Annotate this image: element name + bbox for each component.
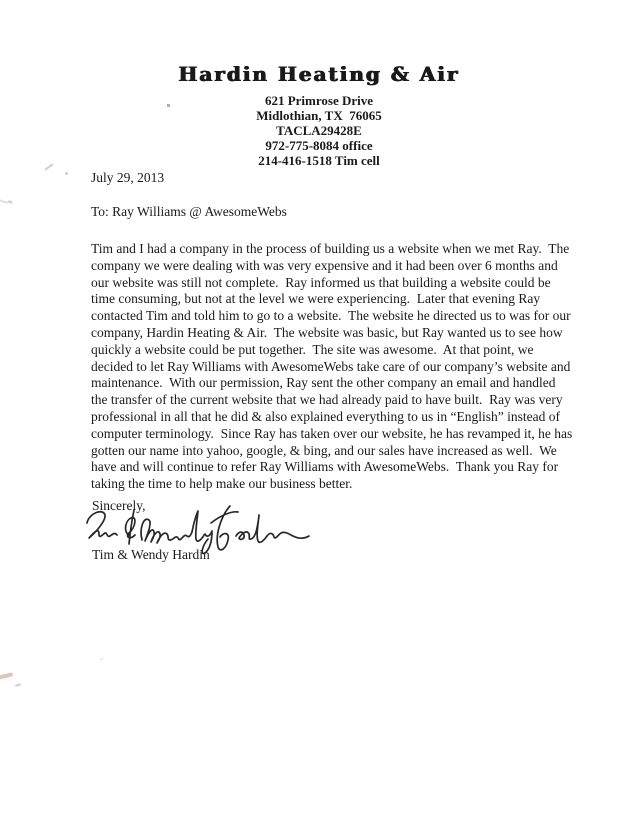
body-line: company, Hardin Heating & Air. The website was basic, but Ray wanted us to see how bbox=[91, 324, 563, 340]
letterhead-address-line: 621 Primrose Drive bbox=[264, 93, 374, 108]
signature-stroke-wendy bbox=[141, 519, 192, 543]
body-line: computer terminology. Since Ray has taken over our website, he has revamped it, he has bbox=[91, 425, 573, 441]
body-line: contacted Tim and told him to go to a website. The website he directed us to was for our bbox=[91, 308, 571, 324]
body-line: Tim and I had a company in the process of building us a website when we met Ray. The bbox=[91, 241, 570, 256]
letterhead-address-line: TACLA29428E bbox=[276, 123, 362, 138]
body-line: taking the time to help make our business better. bbox=[91, 476, 353, 492]
body-line: company we were dealing with was very expensive and it had been over 6 months and bbox=[91, 257, 558, 273]
signature-stroke-wendy-d bbox=[192, 511, 204, 541]
signature-stroke-tail bbox=[267, 532, 309, 538]
body-line: our website was still not complete. Ray informed us that building a website could be bbox=[91, 274, 551, 290]
letterhead-address-line: Midlothian, TX 76065 bbox=[256, 108, 382, 123]
scan-artifact bbox=[0, 672, 13, 680]
letter-body bbox=[91, 241, 611, 493]
scan-artifact bbox=[15, 683, 21, 687]
signature-stroke-tim bbox=[87, 512, 117, 538]
scan-artifact bbox=[65, 172, 68, 175]
body-line: quickly a website could be put together. The site was awesome. At that point, we bbox=[91, 341, 534, 357]
company-name: Hardin Heating & Air bbox=[178, 62, 460, 86]
letterhead-address-line: 214-416-1518 Tim cell bbox=[258, 153, 380, 168]
signature-stroke-h-flourish bbox=[211, 506, 238, 550]
body-line: maintenance. With our permission, Ray sent the other company an email and handled bbox=[91, 375, 556, 391]
body-line: decided to let Ray Williams with AwesomeWebs take care of our company’s website and bbox=[91, 358, 571, 374]
scan-artifact bbox=[0, 188, 16, 206]
body-line: the transfer of the current website that we had already paid to have built. Ray was very bbox=[91, 392, 563, 408]
signature-stroke-ampersand bbox=[126, 510, 135, 544]
scan-artifact bbox=[8, 200, 13, 205]
body-line: gotten our name into yahoo, google, & bing, and our sales have increased as well. We bbox=[91, 442, 557, 458]
typed-name: Tim & Wendy Hardin bbox=[92, 547, 210, 562]
letter-date: July 29, 2013 bbox=[91, 170, 165, 185]
recipient-line: To: Ray Williams @ AwesomeWebs bbox=[91, 204, 287, 219]
signature-stroke-ardin bbox=[236, 515, 267, 542]
letterhead-address-line: 972-775-8084 office bbox=[265, 138, 373, 153]
signoff: Sincerely, bbox=[92, 498, 146, 513]
scan-artifact bbox=[100, 658, 103, 660]
body-line: time consuming, but not at the level we were experiencing. Later that evening Ray bbox=[91, 291, 541, 307]
letterhead bbox=[0, 62, 638, 168]
body-line: have and will continue to refer Ray Williams with AwesomeWebs. Thank you Ray for bbox=[91, 459, 559, 475]
body-line: professional in all that he did & also explained everything to us in “English” instead of bbox=[91, 408, 561, 424]
letterhead-address bbox=[0, 93, 638, 168]
